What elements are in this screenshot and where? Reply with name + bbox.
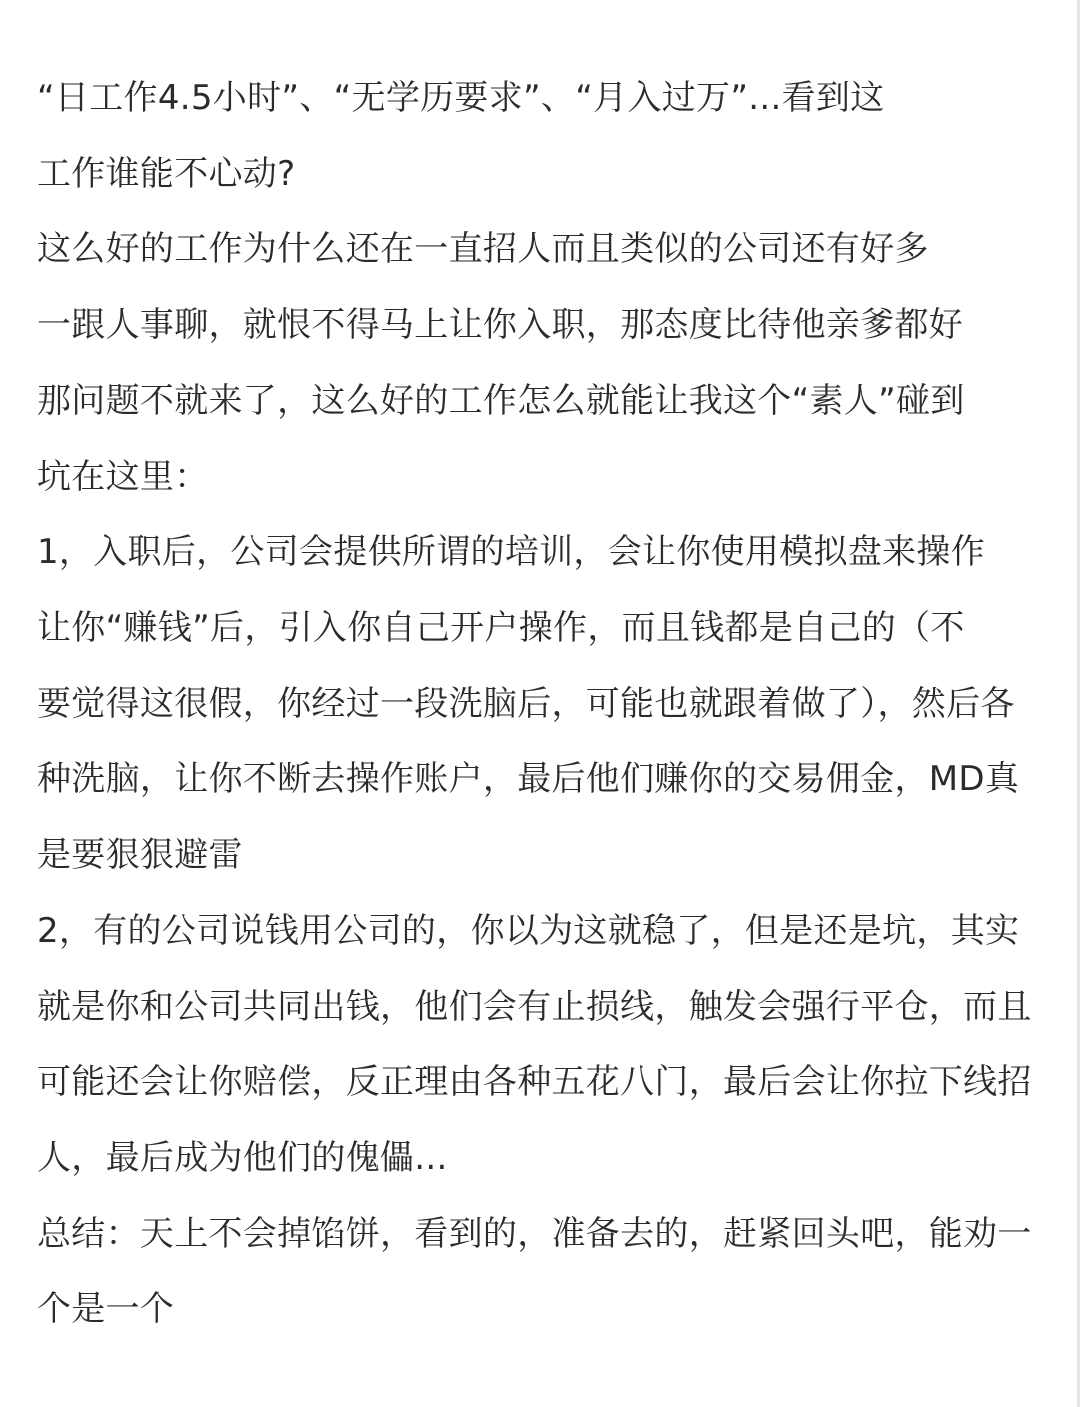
list-item-1-text: 要觉得这很假，你经过一段洗脑后，可能也就跟着做了），然后各 [37,684,1015,724]
list-item-1-text: 是要狠狠避雷 [37,835,243,875]
text-line: 这么好的工作为什么还在一直招人而且类似的公司还有好多 [37,229,929,269]
text-line: 一跟人事聊，就恨不得马上让你入职，那态度比待他亲爹都好 [37,305,964,345]
text-line: “日工作4.5小时”、“无学历要求”、“月入过万”...看到这 [37,78,885,118]
text-line: 那问题不就来了，这么好的工作怎么就能让我这个“素人”碰到 [37,381,965,421]
list-item-2-text: 2，有的公司说钱用公司的，你以为这就稳了，但是还是坑，其实 [37,911,1020,951]
list-item-1-text: 让你“赚钱”后，引入你自己开户操作，而且钱都是自己的（不 [37,608,965,648]
list-item-1-text: 种洗脑，让你不断去操作账户，最后他们赚你的交易佣金，MD真 [37,759,1020,799]
summary-text: 总结：天上不会掉馅饼，看到的，准备去的，赶紧回头吧，能劝一 [37,1214,1032,1254]
list-item-2-text: 就是你和公司共同出钱，他们会有止损线，触发会强行平仓，而且 [37,987,1032,1027]
list-item-1-text: 1，入职后，公司会提供所谓的培训，会让你使用模拟盘来操作 [37,532,986,572]
section-heading: 坑在这里： [37,457,209,497]
summary-text: 个是一个 [37,1289,175,1329]
text-line: 工作谁能不心动? [37,154,296,194]
list-item-2-text: 可能还会让你赔偿，反正理由各种五花八门，最后会让你拉下线招 [37,1062,1032,1102]
list-item-2-text: 人，最后成为他们的傀儡... [37,1138,448,1178]
